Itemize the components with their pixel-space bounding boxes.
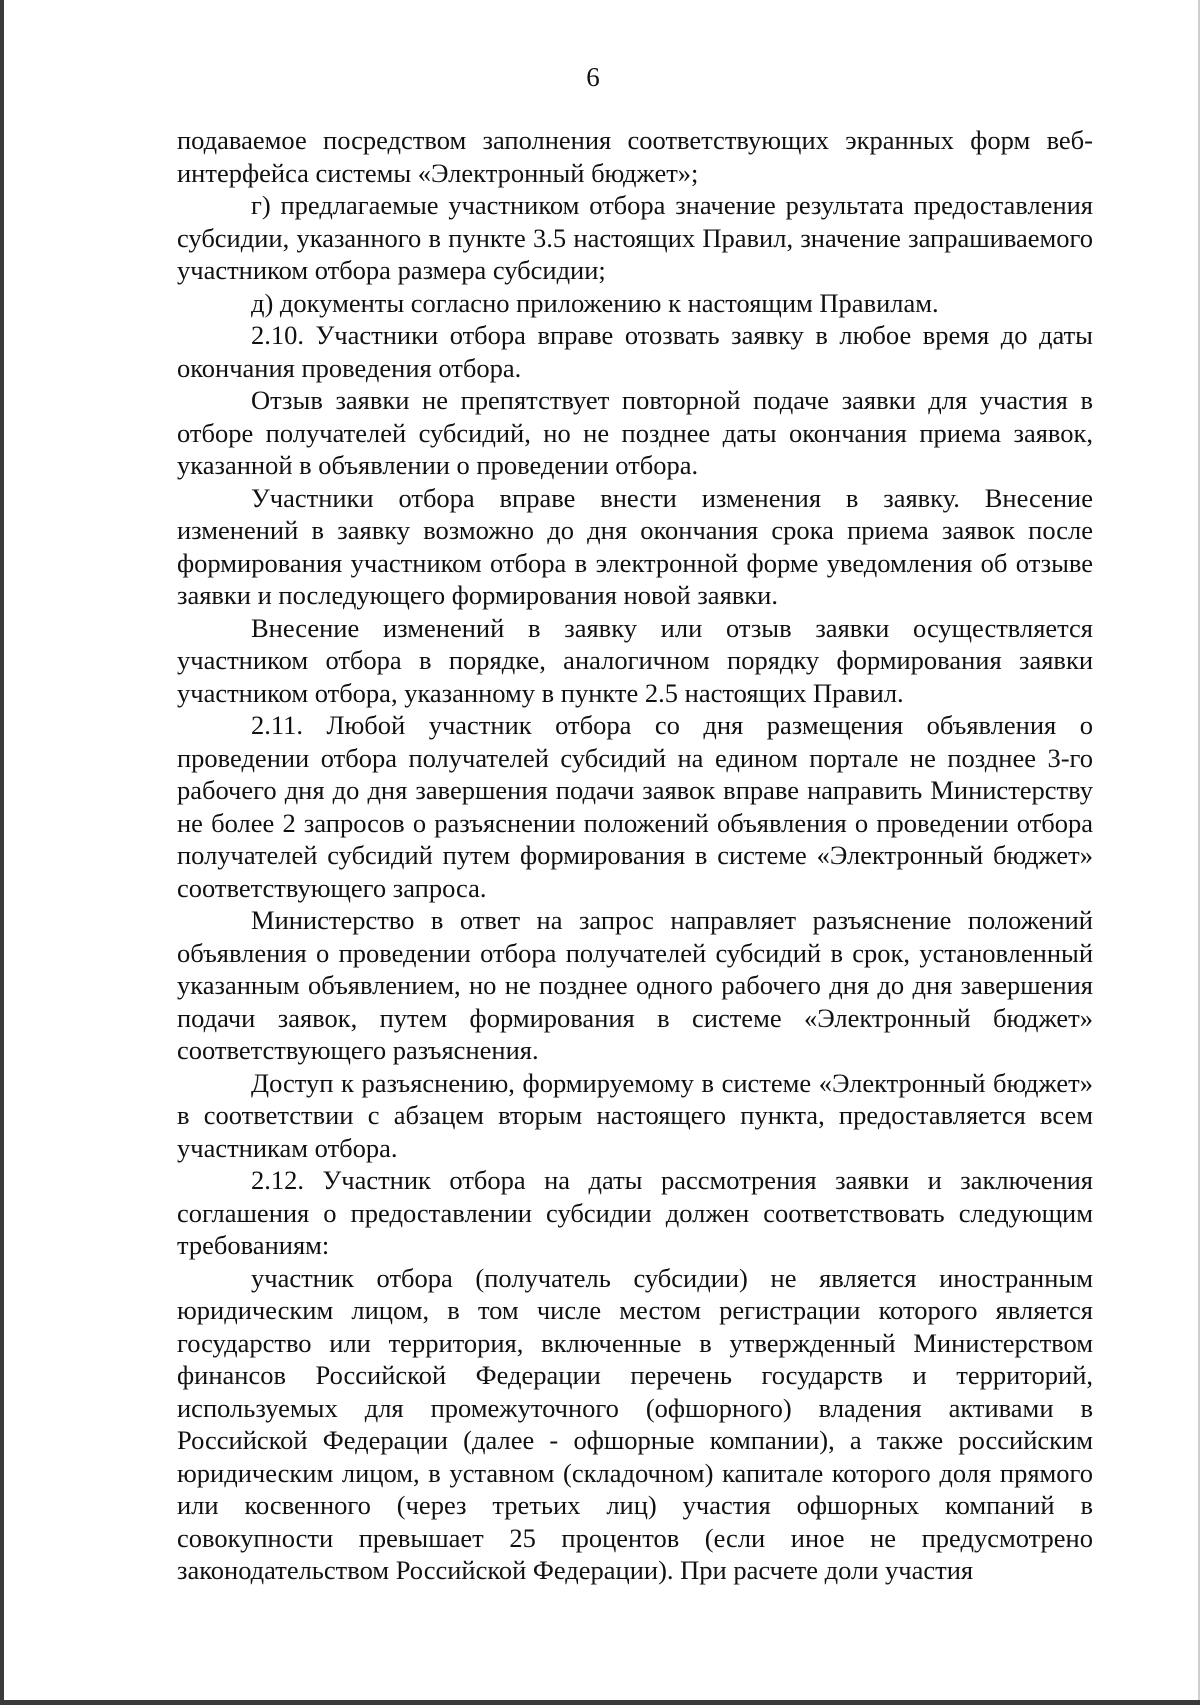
paragraph: Доступ к разъяснению, формируемому в системе «Электронный бюджет» в соответствии с абзацем вторым настоящего пункта, предоставляется всем участникам отбора. [177,1067,1093,1163]
scan-edge-left [0,0,4,1705]
scan-edge-bottom [0,1700,1200,1705]
paragraph: г) предлагаемые участником отбора значение результата предоставления субсидии, указанного в пункте 3.5 настоящих Правил, значение запрашиваемого участником отбора размера субсидии; [177,190,1093,285]
paragraph: 2.12. Участник отбора на даты рассмотрения заявки и заключения соглашения о предоставлении субсидии должен соответствовать следующим требованиям: [177,1165,1093,1260]
paragraph: 2.10. Участники отбора вправе отозвать заявку в любое время до даты окончания проведения отбора. [177,320,1093,383]
document-body [177,124,1093,1587]
paragraph: участник отбора (получатель субсидии) не является иностранным юридическим лицом, в том числе местом регистрации которого является государство или территория, включенные в утвержденный Министерством финансов Российской Федерации перечень государств и территорий, используемых для промежуточного (офшорного) владения активами в Российской Федерации (далее - офшорные компании), а также российским юридическим лицом, в уставном (складочном) капитале которого доля прямого или косвенного (через третьих лиц) участия офшорных компаний в совокупности превышает 25 процентов (если иное не предусмотрено законодательством Российской Федерации). При расчете доли участия [177,1262,1093,1585]
paragraph: подаваемое посредством заполнения соответствующих экранных форм веб-интерфейса системы «Электронный бюджет»; [177,125,1093,188]
paragraph: Отзыв заявки не препятствует повторной подаче заявки для участия в отборе получателей субсидий, но не позднее даты окончания приема заявок, указанной в объявлении о проведении отбора. [177,385,1093,480]
paragraph: д) документы согласно приложению к настоящим Правилам. [251,287,939,318]
paragraph: Министерство в ответ на запрос направляет разъяснение положений объявления о проведении отбора получателей субсидий в срок, установленный указанным объявлением, но не позднее одного рабочего дня до дня завершения подачи заявок, путем формирования в системе «Электронный бюджет» соответствующего разъяснения. [177,905,1093,1065]
paragraph: 2.11. Любой участник отбора со дня размещения объявления о проведении отбора получателей субсидий на едином портале не позднее 3-го рабочего дня до дня завершения подачи заявок вправе направить Министерству не более 2 запросов о разъяснении положений объявления о проведении отбора получателей субсидий путем формирования в системе «Электронный бюджет» соответствующего запроса. [177,710,1093,903]
paragraph: Участники отбора вправе внести изменения в заявку. Внесение изменений в заявку возможно до дня окончания срока приема заявок после формирования участником отбора в электронной форме уведомления об отзыве заявки и последующего формирования новой заявки. [177,482,1093,610]
page-number: 6 [586,62,600,92]
paragraph: Внесение изменений в заявку или отзыв заявки осуществляется участником отбора в порядке, аналогичном порядку формирования заявки участником отбора, указанному в пункте 2.5 настоящих Правил. [177,612,1093,708]
